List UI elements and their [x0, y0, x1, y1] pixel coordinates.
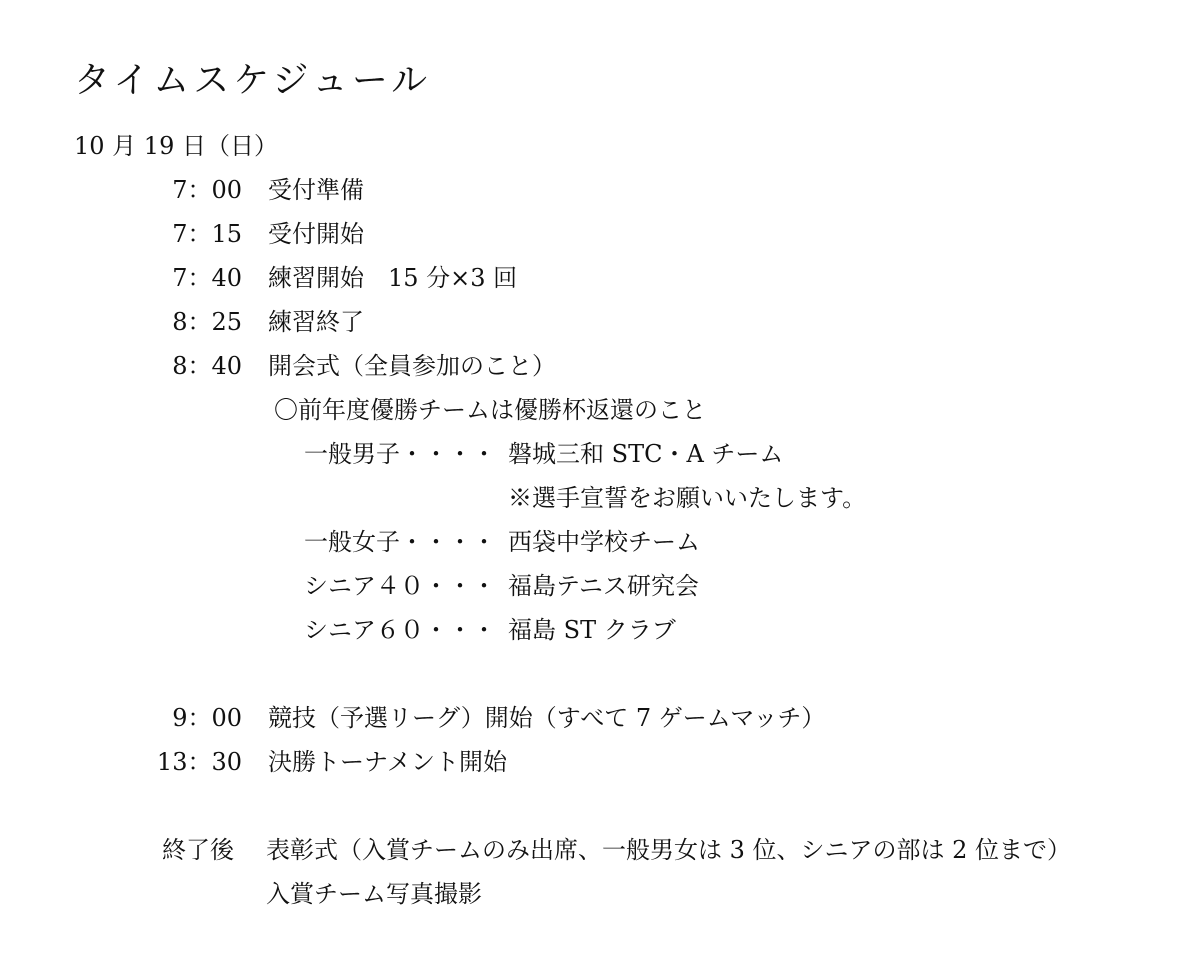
winner-team: 福島 ST クラブ: [508, 616, 676, 644]
winner-category: 一般女子・・・・: [304, 528, 496, 556]
page-title: タイムスケジュール: [74, 60, 432, 101]
schedule-time: 13：30: [156, 748, 242, 776]
schedule-event: 受付開始: [268, 220, 364, 248]
winner-category: 一般男子・・・・: [304, 440, 496, 468]
schedule-time: 7：15: [172, 220, 242, 248]
schedule-event: 練習終了: [268, 308, 364, 336]
after-label: 終了後: [162, 836, 234, 864]
schedule-event: 受付準備: [268, 176, 364, 204]
schedule-time: 7：00: [172, 176, 242, 204]
schedule-event: 決勝トーナメント開始: [268, 748, 508, 776]
event-date: 10 月 19 日（日）: [74, 132, 278, 160]
winner-team: 福島テニス研究会: [508, 572, 700, 600]
winner-team: 西袋中学校チーム: [508, 528, 700, 556]
schedule-time: 8：25: [172, 308, 242, 336]
winner-team: 磐城三和 STC・A チーム: [508, 440, 784, 468]
schedule-time: 7：40: [172, 264, 242, 292]
schedule-time: 9：00: [172, 704, 242, 732]
schedule-time: 8：40: [172, 352, 242, 380]
group-photo: 入賞チーム写真撮影: [266, 880, 482, 908]
winner-category: シニア６０・・・: [304, 616, 496, 644]
schedule-event: 開会式（全員参加のこと）: [268, 352, 556, 380]
winner-category: シニア４０・・・: [304, 572, 496, 600]
schedule-event: 練習開始 15 分×3 回: [268, 264, 518, 292]
award-ceremony: 表彰式（入賞チームのみ出席、一般男女は 3 位、シニアの部は 2 位まで）: [266, 836, 1072, 864]
trophy-return-notice: 〇前年度優勝チームは優勝杯返還のこと: [274, 396, 706, 424]
oath-note: ※選手宣誓をお願いいたします。: [508, 484, 867, 512]
schedule-event: 競技（予選リーグ）開始（すべて 7 ゲームマッチ）: [268, 704, 826, 732]
